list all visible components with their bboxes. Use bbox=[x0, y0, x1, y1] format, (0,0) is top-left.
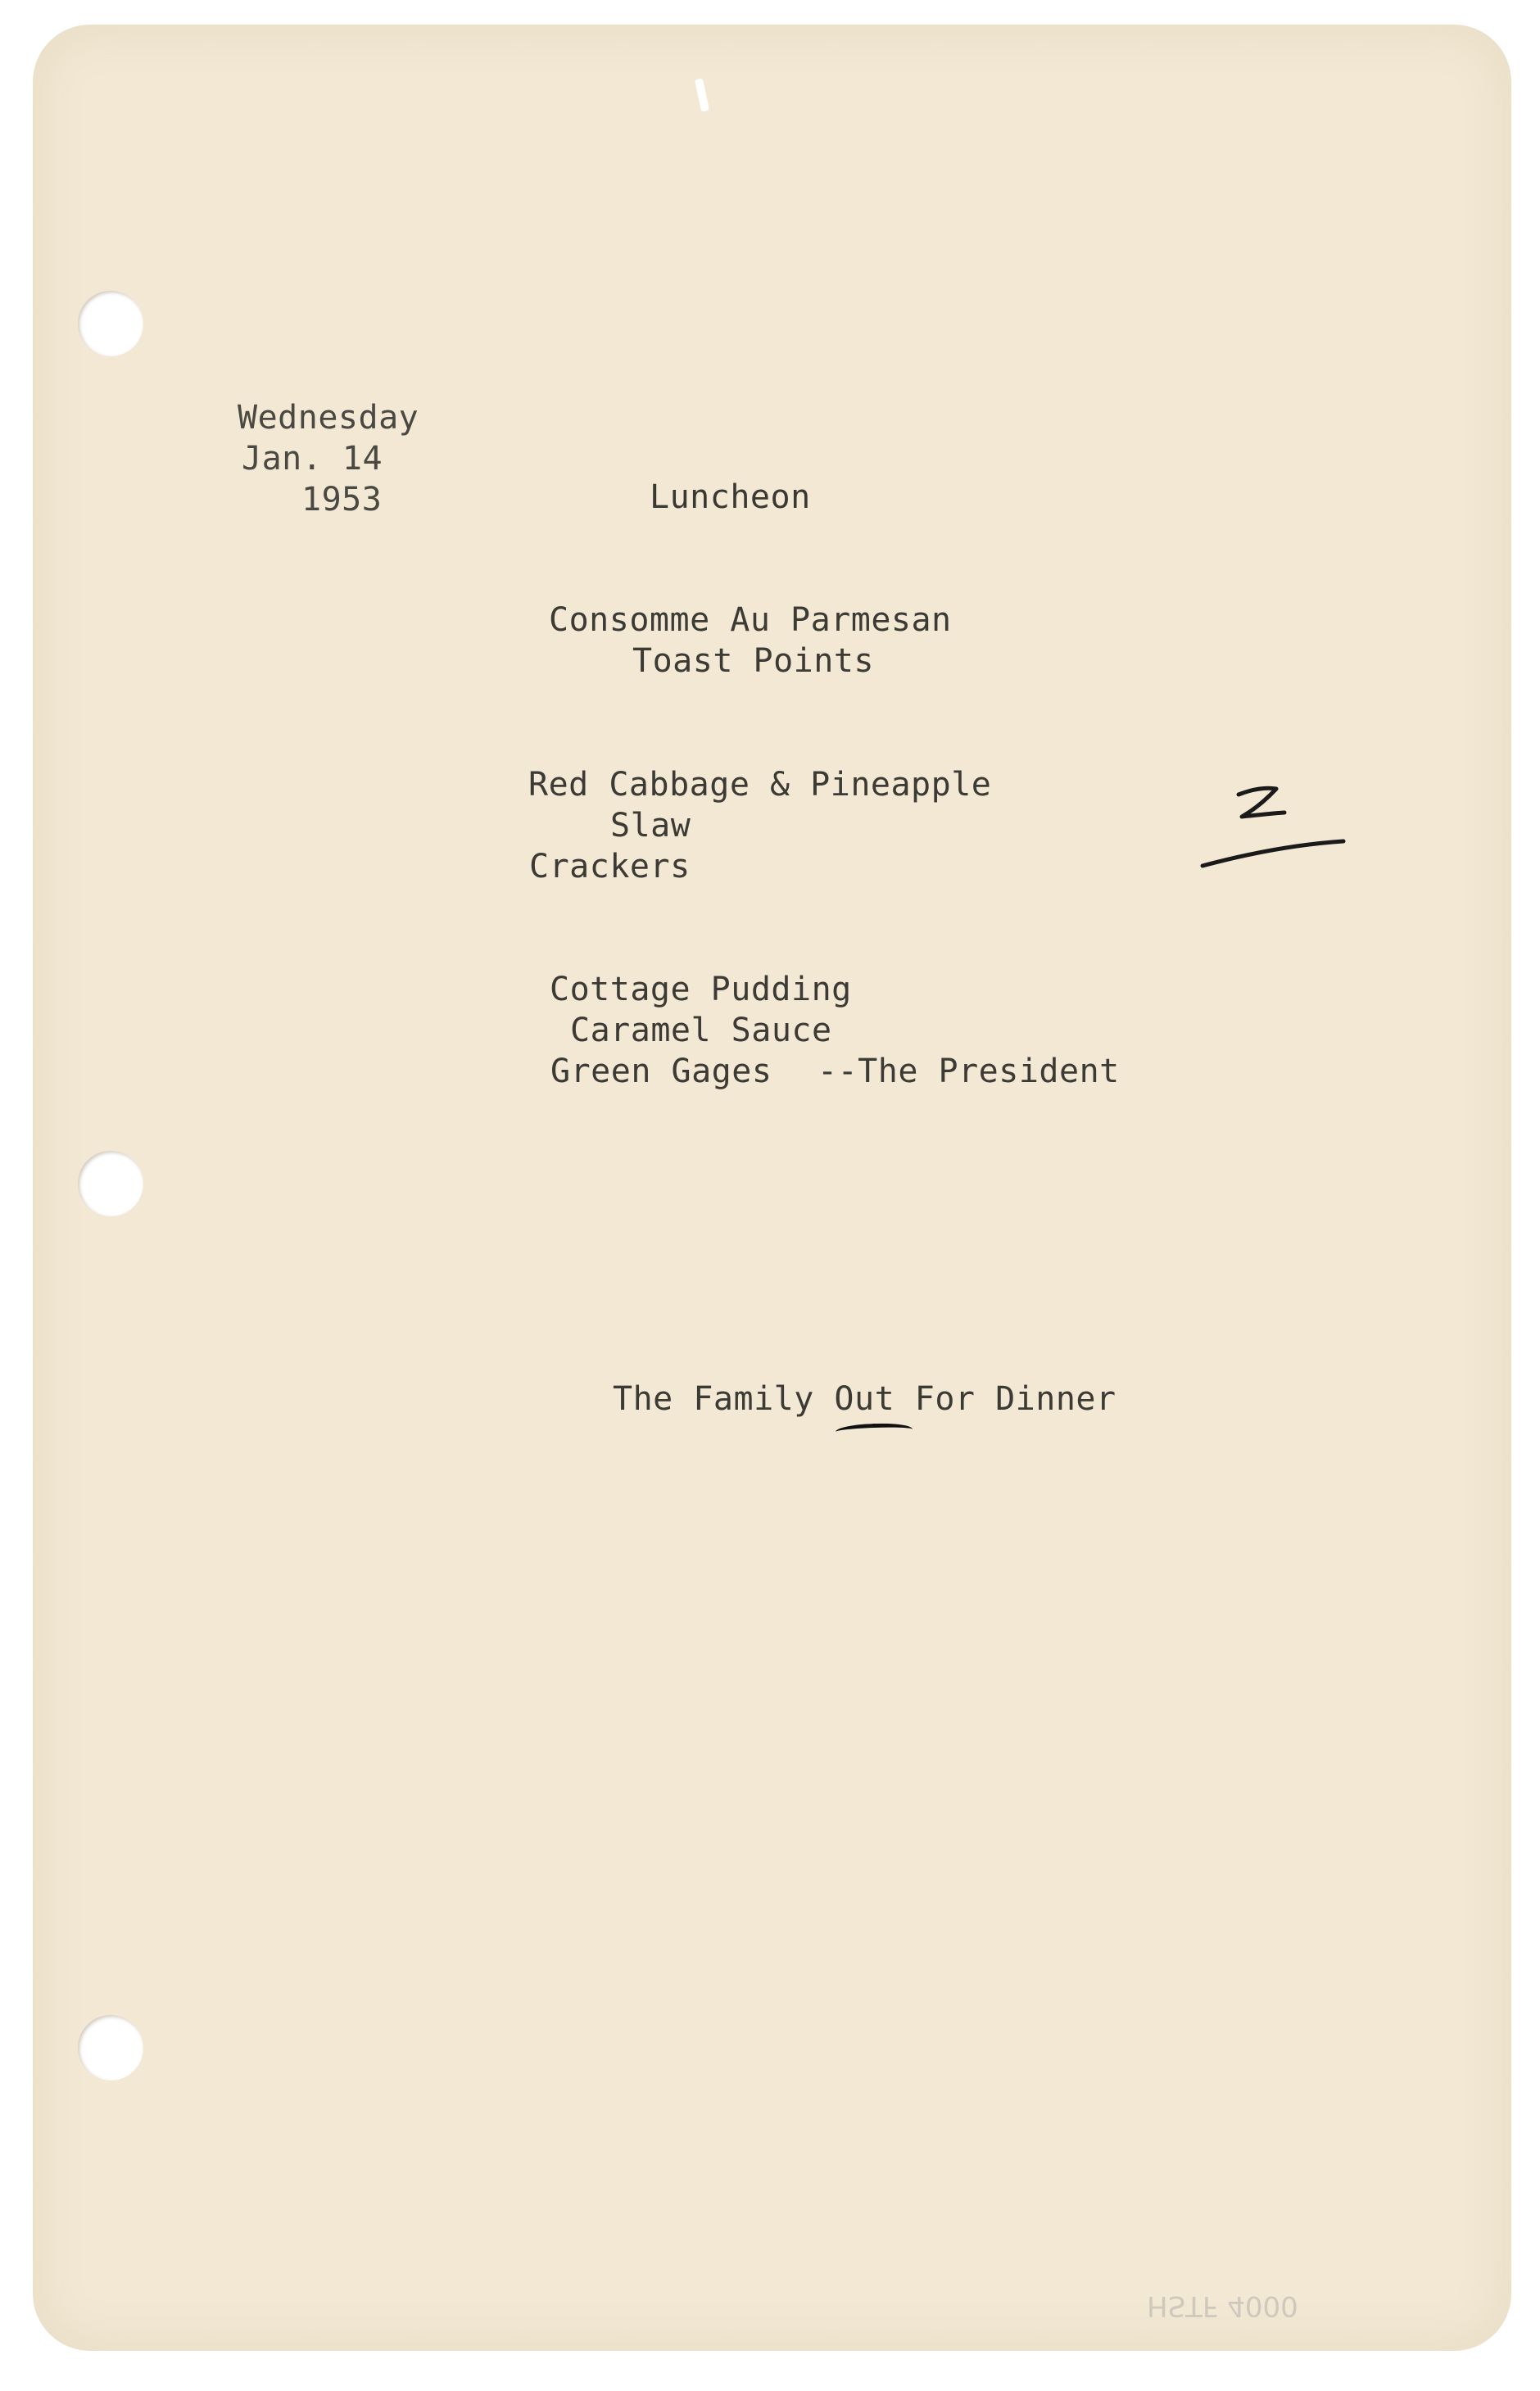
course-2-item-3: Crackers bbox=[529, 848, 691, 885]
course-1-item-2: Toast Points bbox=[632, 642, 874, 680]
punch-hole-middle bbox=[78, 1151, 143, 1216]
course-3-item-3: Green Gages bbox=[550, 1053, 772, 1090]
dinner-note bbox=[613, 1380, 1116, 1418]
paper-notch bbox=[695, 78, 709, 111]
date-weekday: Wednesday bbox=[238, 399, 419, 437]
handwritten-z-mark bbox=[1188, 782, 1368, 881]
archive-stamp: HSTF 4000 bbox=[1147, 2289, 1298, 2322]
dinner-note-emphasis: Out bbox=[834, 1380, 895, 1418]
menu-page bbox=[33, 25, 1511, 2351]
dinner-note-prefix: The Family bbox=[613, 1380, 835, 1418]
attribution: --The President bbox=[818, 1053, 1120, 1090]
date-year: 1953 bbox=[301, 481, 383, 519]
date-month-day: Jan. 14 bbox=[242, 440, 383, 478]
course-2-item-2: Slaw bbox=[610, 807, 691, 845]
course-2-item-1: Red Cabbage & Pineapple bbox=[528, 766, 992, 804]
course-1-item-1: Consomme Au Parmesan bbox=[549, 601, 952, 639]
dinner-note-suffix: For Dinner bbox=[895, 1380, 1116, 1418]
course-3-item-1: Cottage Pudding bbox=[550, 971, 852, 1008]
meal-title: Luncheon bbox=[650, 478, 811, 516]
course-3-item-2: Caramel Sauce bbox=[570, 1012, 832, 1049]
punch-hole-bottom bbox=[78, 2015, 143, 2081]
punch-hole-top bbox=[78, 291, 143, 356]
